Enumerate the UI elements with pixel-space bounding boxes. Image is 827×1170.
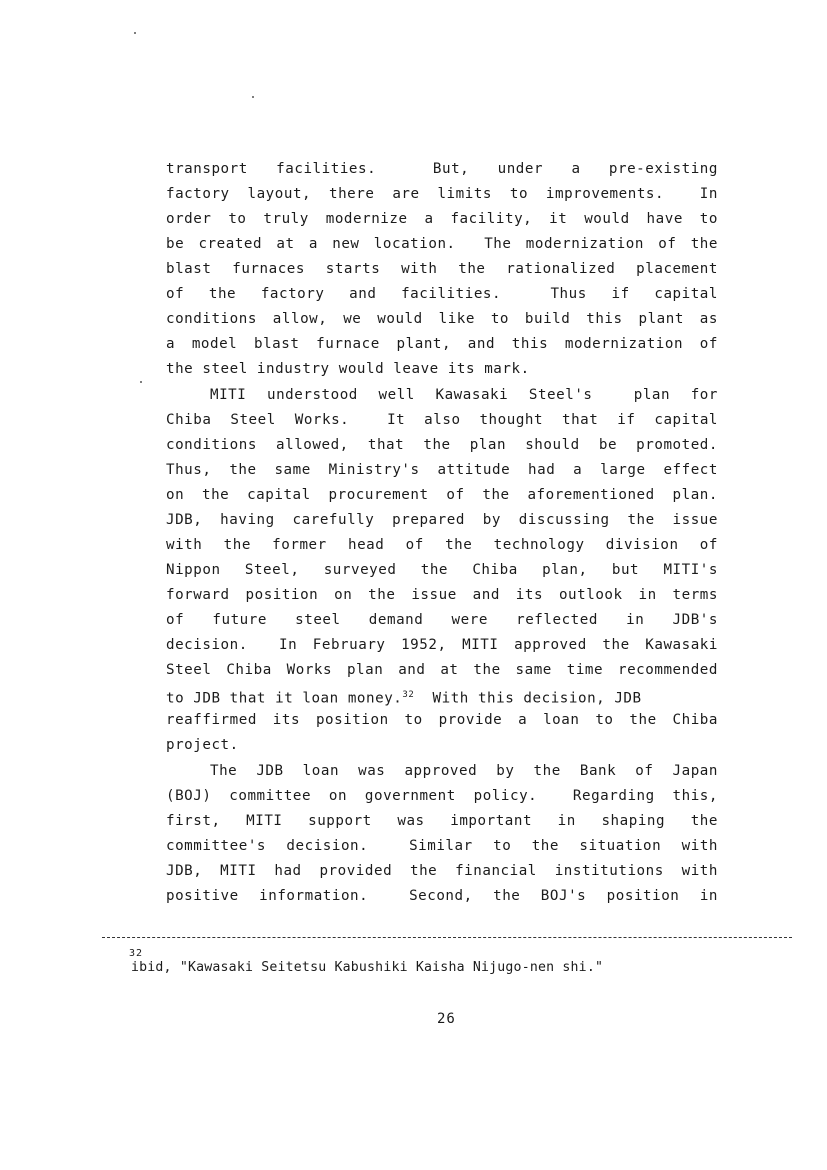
page-number: 26 <box>437 1011 456 1027</box>
scan-speck <box>134 32 136 34</box>
scan-speck <box>140 381 142 383</box>
footnote-number: 32 <box>129 948 144 959</box>
body-line-text: to JDB that it loan money. <box>166 690 403 707</box>
body-line-text: With this decision, JDB <box>414 690 642 707</box>
footnote-separator <box>102 937 792 938</box>
scan-speck <box>252 96 254 98</box>
document-page: transport facilities. But, under a pre-existing factory layout, there are limits to improvements. In order to truly modernize a facility, it would have to be created at a new location. The modernization of the blast furnaces starts with the rationalized placement of the factory and facilities. Thus if capital conditions allow, we would like to build this plant as a model blast furnace plant, and this modernization of the steel industry would leave its mark. MITI understood well Kawasaki Steel's plan for Chiba Steel Works. It also thought that if capital conditions allowed, that the plan should be promoted. Thus, the same Ministry's attitude had a large effect on the capital procurement of the aforementioned plan. JDB, having carefully prepared by discussing the issue with the former head of the technology division of Nippon Steel, surveyed the Chiba plan, but MITI's forward position on the issue and its outlook in terms of future steel demand were reflected in JDB's decision. In February 1952, MITI approved the Kawasaki Steel Chiba Works plan and at the same time recommended to JDB that it loan money.$^{32}$ With this decision, JDB reaffirmed its position to provide a loan to the Chiba project. The JDB loan was approved by the Bank of Japan (BOJ) committee on government policy. Regarding this, first, MITI support was important in shaping the committee's decision. Similar to the situation with JDB, MITI had provided the financial institutions with positive information. Second, the BOJ's position in 32 ibid, "Kawasaki Seitetsu Kabushiki Kaisha Nijugo-nen shi." 26 <box>0 0 827 1170</box>
footnote-text: ibid, "Kawasaki Seitetsu Kabushiki Kaisha Nijugo-nen shi." <box>131 960 604 975</box>
footnote-reference: 32 <box>402 690 415 700</box>
